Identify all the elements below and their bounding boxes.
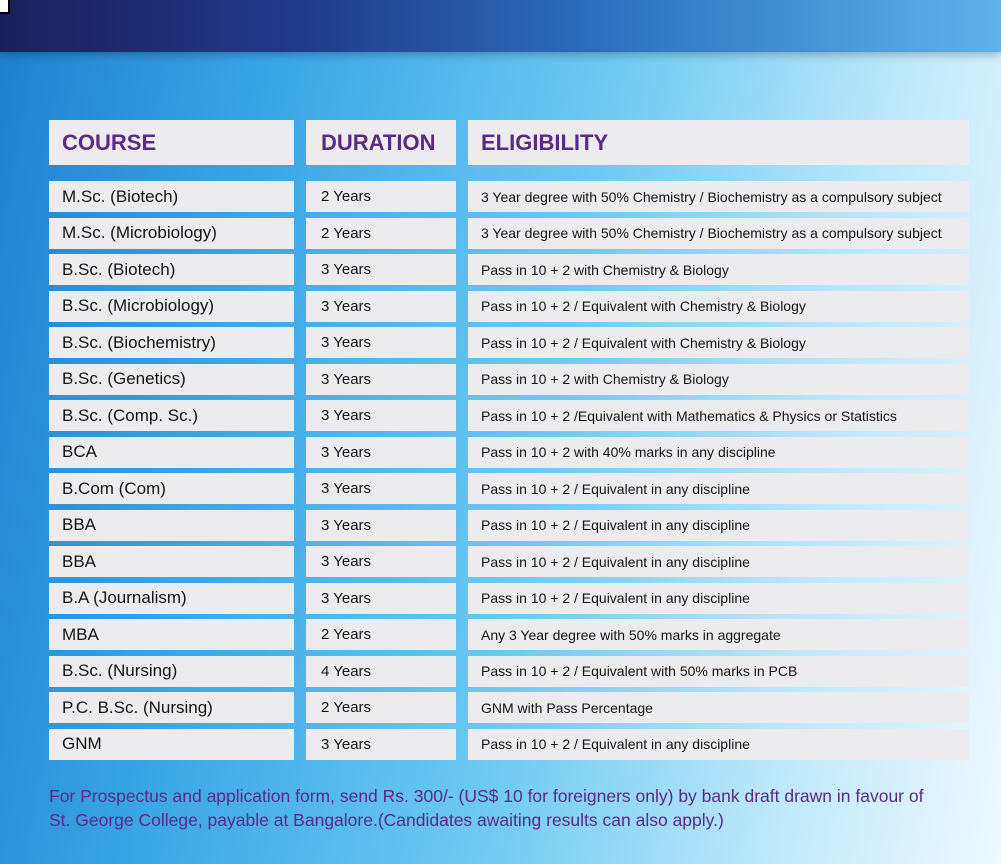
eligibility-cell: Pass in 10 + 2 / Equivalent in any discipline (468, 583, 969, 614)
duration-cell: 3 Years (306, 364, 456, 395)
eligibility-cell: Pass in 10 + 2 with Chemistry & Biology (468, 254, 969, 285)
eligibility-cell: Pass in 10 + 2 / Equivalent in any discipline (468, 473, 969, 504)
eligibility-cell: Pass in 10 + 2 with Chemistry & Biology (468, 364, 969, 395)
eligibility-cell: Pass in 10 + 2 / Equivalent with Chemistry & Biology (468, 327, 969, 358)
course-cell: B.Com (Com) (49, 473, 294, 504)
table-row (49, 218, 969, 249)
eligibility-cell: Pass in 10 + 2 / Equivalent with 50% marks in PCB (468, 656, 969, 687)
duration-cell: 2 Years (306, 692, 456, 723)
duration-cell: 3 Years (306, 583, 456, 614)
eligibility-cell: 3 Year degree with 50% Chemistry / Biochemistry as a compulsory subject (468, 181, 969, 212)
course-cell: M.Sc. (Microbiology) (49, 218, 294, 249)
course-cell: B.Sc. (Nursing) (49, 656, 294, 687)
duration-cell: 4 Years (306, 656, 456, 687)
table-row (49, 510, 969, 541)
eligibility-cell: Any 3 Year degree with 50% marks in aggregate (468, 619, 969, 650)
table-row (49, 437, 969, 468)
course-cell: B.Sc. (Genetics) (49, 364, 294, 395)
duration-cell: 2 Years (306, 181, 456, 212)
table-row (49, 729, 969, 760)
corner-mark (0, 0, 10, 14)
eligibility-cell: GNM with Pass Percentage (468, 692, 969, 723)
course-cell: B.A (Journalism) (49, 583, 294, 614)
course-cell: B.Sc. (Microbiology) (49, 291, 294, 322)
duration-cell: 2 Years (306, 218, 456, 249)
course-cell: BBA (49, 546, 294, 577)
header-duration: DURATION (306, 120, 456, 165)
duration-cell: 3 Years (306, 400, 456, 431)
header-eligibility: ELIGIBILITY (468, 120, 969, 165)
eligibility-cell: Pass in 10 + 2 /Equivalent with Mathematics & Physics or Statistics (468, 400, 969, 431)
table-row (49, 546, 969, 577)
table-row (49, 254, 969, 285)
duration-cell: 3 Years (306, 291, 456, 322)
table-row (49, 583, 969, 614)
course-cell: M.Sc. (Biotech) (49, 181, 294, 212)
eligibility-cell: 3 Year degree with 50% Chemistry / Biochemistry as a compulsory subject (468, 218, 969, 249)
table-row (49, 364, 969, 395)
eligibility-cell: Pass in 10 + 2 / Equivalent in any discipline (468, 510, 969, 541)
course-cell: B.Sc. (Biochemistry) (49, 327, 294, 358)
table-row (49, 181, 969, 212)
eligibility-cell: Pass in 10 + 2 / Equivalent in any discipline (468, 729, 969, 760)
top-banner (0, 0, 1001, 52)
duration-cell: 2 Years (306, 619, 456, 650)
prospectus-note-line1: For Prospectus and application form, send Rs. 300/- (US$ 10 for foreigners only) by bank draft drawn in favour of (49, 786, 924, 806)
course-cell: B.Sc. (Biotech) (49, 254, 294, 285)
eligibility-cell: Pass in 10 + 2 / Equivalent in any discipline (468, 546, 969, 577)
course-cell: BCA (49, 437, 294, 468)
duration-cell: 3 Years (306, 510, 456, 541)
table-row (49, 327, 969, 358)
eligibility-cell: Pass in 10 + 2 / Equivalent with Chemistry & Biology (468, 291, 969, 322)
duration-cell: 3 Years (306, 729, 456, 760)
duration-cell: 3 Years (306, 254, 456, 285)
course-cell: MBA (49, 619, 294, 650)
table-header (49, 120, 969, 165)
duration-cell: 3 Years (306, 473, 456, 504)
duration-cell: 3 Years (306, 437, 456, 468)
prospectus-note-line2: St. George College, payable at Bangalore.(Candidates awaiting results can also apply.) (49, 810, 724, 830)
table-row (49, 473, 969, 504)
header-course: COURSE (49, 120, 294, 165)
table-row (49, 692, 969, 723)
table-row (49, 400, 969, 431)
course-cell: B.Sc. (Comp. Sc.) (49, 400, 294, 431)
prospectus-note (49, 784, 974, 832)
duration-cell: 3 Years (306, 546, 456, 577)
eligibility-cell: Pass in 10 + 2 with 40% marks in any discipline (468, 437, 969, 468)
table-row (49, 656, 969, 687)
table-row (49, 291, 969, 322)
table-row (49, 619, 969, 650)
duration-cell: 3 Years (306, 327, 456, 358)
course-cell: BBA (49, 510, 294, 541)
course-cell: P.C. B.Sc. (Nursing) (49, 692, 294, 723)
course-cell: GNM (49, 729, 294, 760)
